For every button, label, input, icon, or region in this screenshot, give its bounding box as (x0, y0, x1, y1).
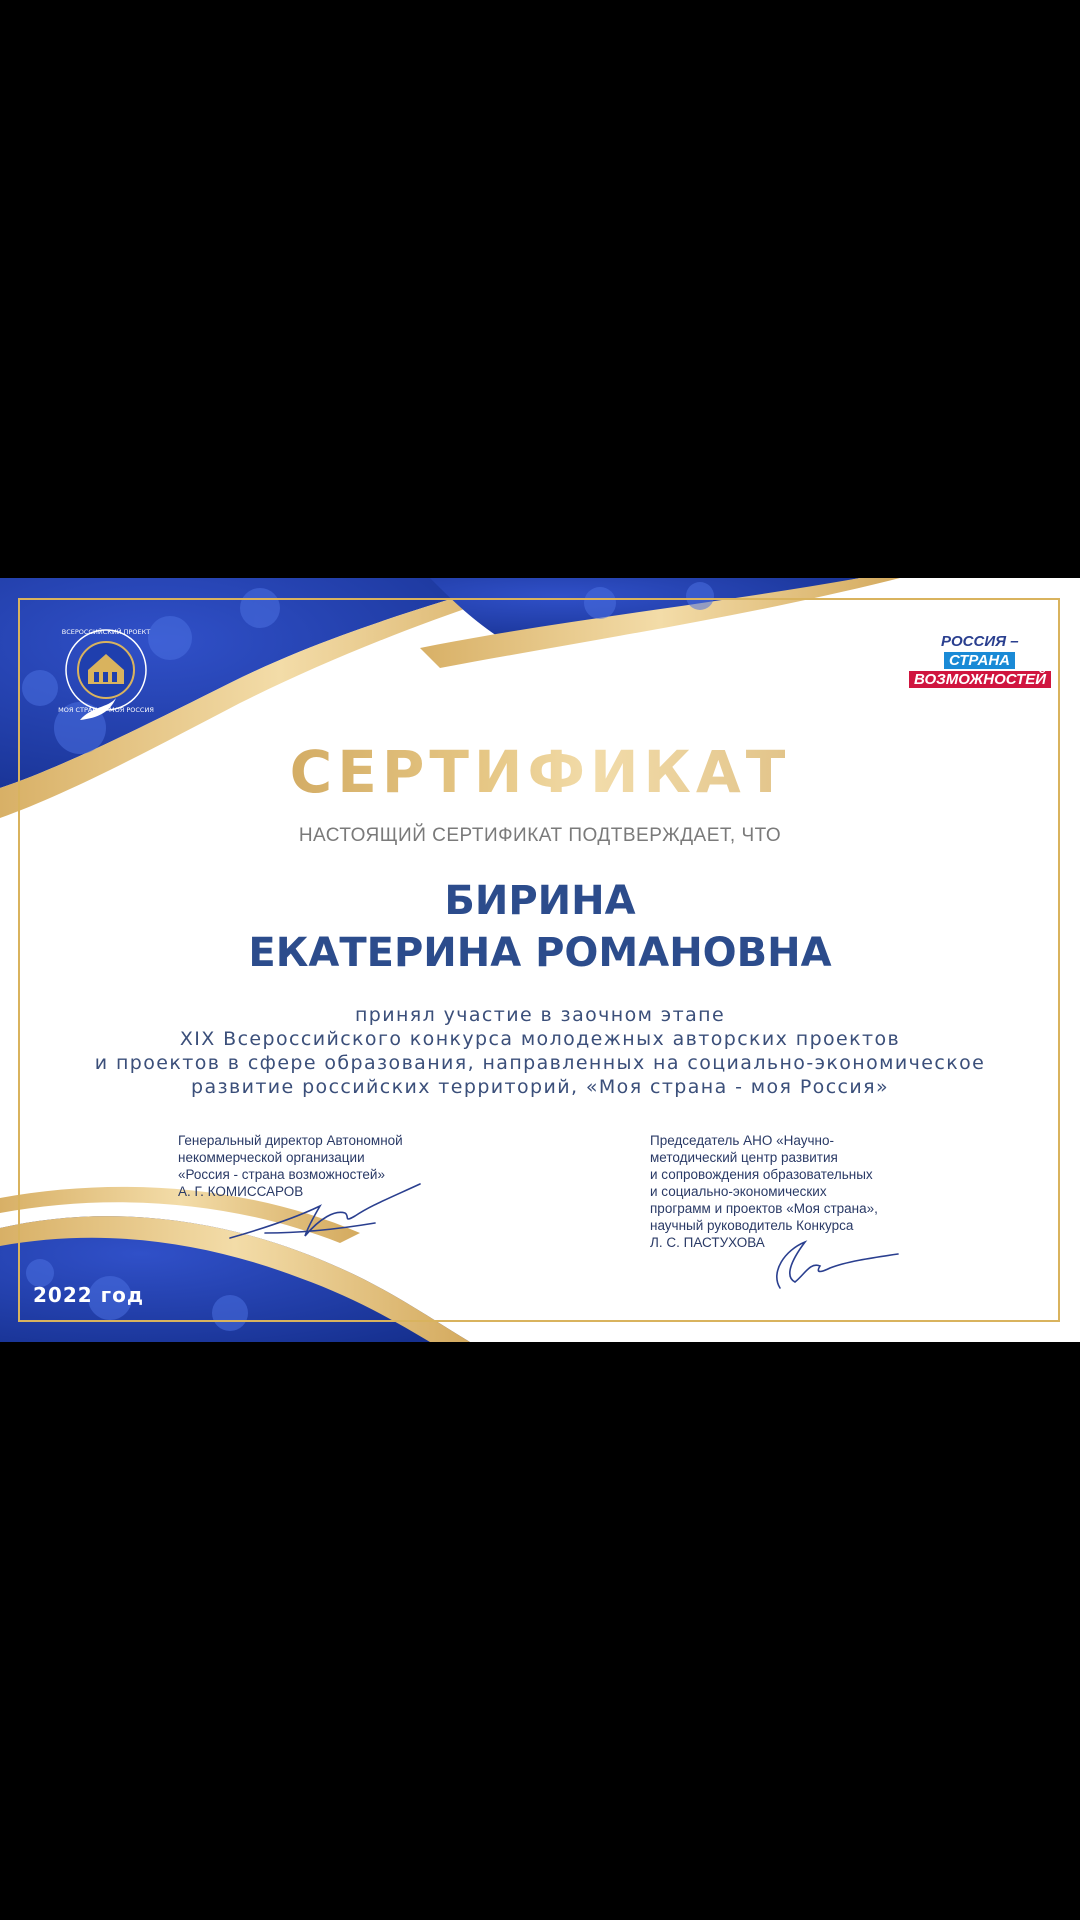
signatory-line: методический центр развития (650, 1150, 838, 1165)
certificate (0, 578, 1080, 1342)
certificate-year: 2022 год (33, 1283, 144, 1307)
partner-logo-line3: ВОЗМОЖНОСТЕЙ (909, 671, 1051, 688)
right-signature (760, 1232, 900, 1294)
svg-text:ВСЕРОССИЙСКИЙ ПРОЕКТ: ВСЕРОССИЙСКИЙ ПРОЕКТ (61, 628, 151, 636)
signatory-line: и социально-экономических (650, 1184, 827, 1199)
signatory-line: некоммерческой организации (178, 1150, 365, 1165)
partner-logo-line2: СТРАНА (944, 652, 1015, 669)
certificate-subtitle: НАСТОЯЩИЙ СЕРТИФИКАТ ПОДТВЕРЖДАЕТ, ЧТО (298, 825, 782, 846)
project-logo (50, 620, 162, 732)
body-line: развитие российских территорий, «Моя страна - моя Россия» (190, 1076, 889, 1098)
recipient-given-names: ЕКАТЕРИНА РОМАНОВНА (248, 930, 832, 976)
signatory-line: «Россия - страна возможностей» (178, 1167, 385, 1182)
certificate-body (0, 1003, 1080, 1099)
partner-logo (904, 633, 1046, 691)
signatory-line: научный руководитель Конкурса (650, 1218, 854, 1233)
signatory-line: Генеральный директор Автономной (178, 1133, 403, 1148)
partner-logo-line1: РОССИЯ – (936, 633, 1024, 650)
body-line: и проектов в сфере образования, направленных на социально-экономическое (94, 1052, 986, 1074)
signatory-name: А. Г. КОМИССАРОВ (178, 1184, 304, 1199)
signatory-line: программ и проектов «Моя страна», (650, 1201, 878, 1216)
left-signature (225, 1178, 425, 1248)
signatory-line: Председатель АНО «Научно- (650, 1133, 834, 1148)
certificate-title: СЕРТИФИКАТ (0, 738, 1080, 806)
signatory-name: Л. С. ПАСТУХОВА (650, 1235, 765, 1250)
recipient-surname: БИРИНА (444, 878, 636, 924)
svg-text:МОЯ СТРАНА – МОЯ РОССИЯ: МОЯ СТРАНА – МОЯ РОССИЯ (58, 706, 154, 714)
body-line: принял участие в заочном этапе (354, 1004, 726, 1026)
body-line: XIX Всероссийского конкурса молодежных авторских проектов (179, 1028, 901, 1050)
signatory-line: и сопровождения образовательных (650, 1167, 873, 1182)
